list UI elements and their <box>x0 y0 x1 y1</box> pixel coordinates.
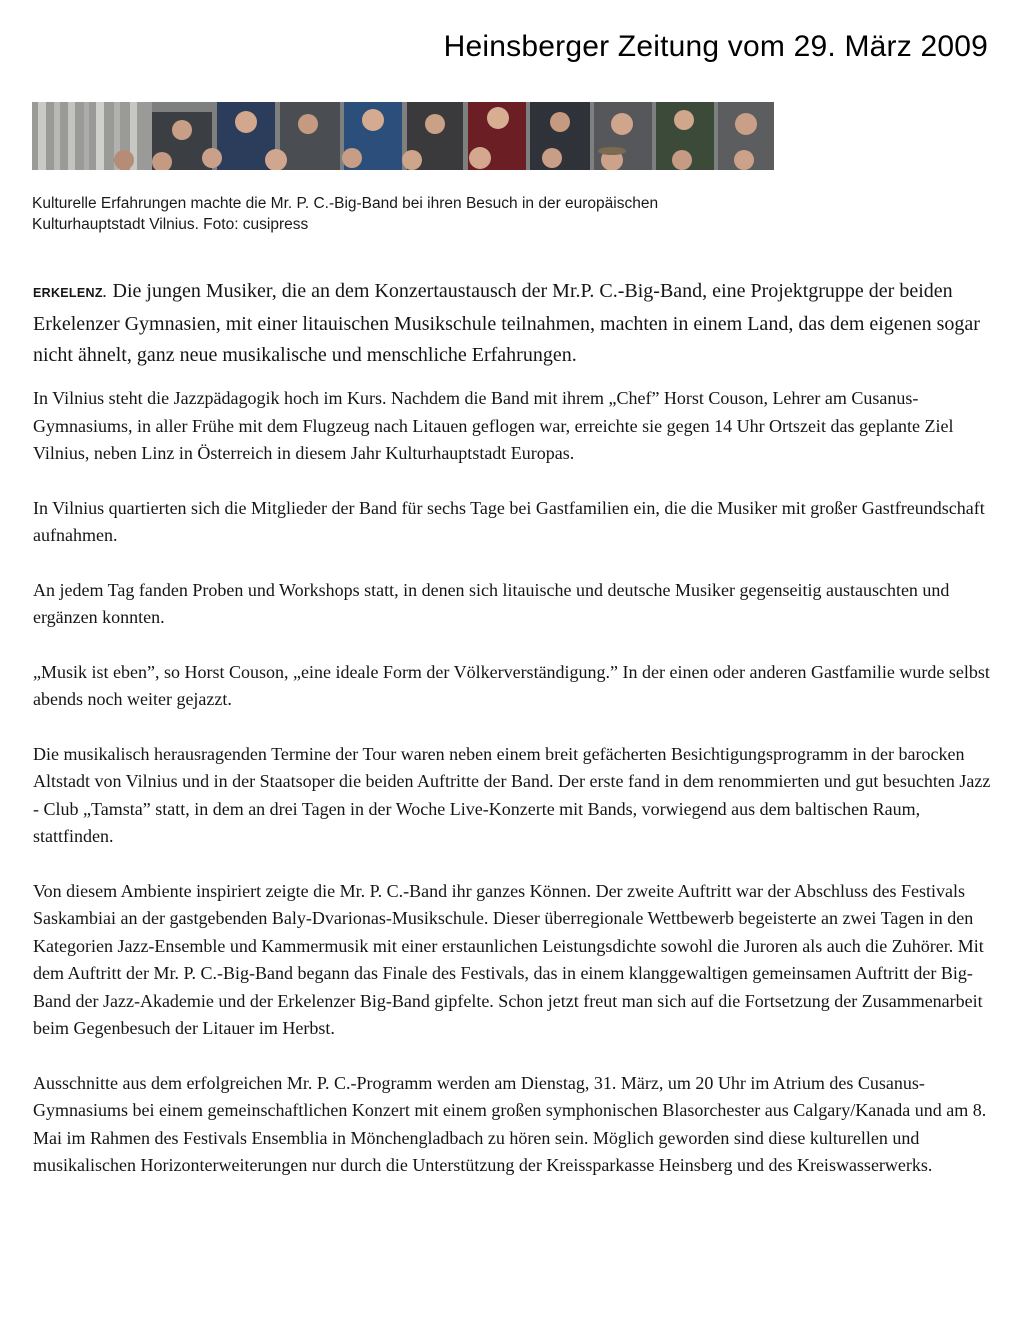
photo-caption <box>32 193 792 235</box>
article-body <box>33 276 993 1207</box>
band-group-photo <box>32 102 774 170</box>
newspaper-masthead: Heinsberger Zeitung vom 29. März 2009 <box>443 30 988 63</box>
paragraph: An jedem Tag fanden Proben und Workshops statt, in denen sich litauische und deutsche Musiker gegenseitig austauschten und ergänzen konnten. <box>33 579 950 627</box>
paragraph: Von diesem Ambiente inspiriert zeigte die Mr. P. C.-Band ihr ganzes Können. Der zweite Auftritt war der Abschluss des Festivals Saskambiai an der gastgebenden Baly-Dvarionas-Musikschule. Dieser überregionale Wettbewerb begeisterte an zwei Tagen in den Kategorien Jazz-Ensemble und Kammermusik mit einer erstaunlichen Leistungsdichte sowohl die Juroren als auch die Zuhörer. Mit dem Auftritt der Mr. P. C.-Big-Band begann das Finale des Festivals, das in einem klanggewaltigen gemeinsamen Auftritt der Big-Band der Jazz-Akademie und der Erkelenzer Big-Band gipfelte. Schon jetzt freut man sich auf die Fortsetzung der Zusammenarbeit beim Gegenbesuch der Litauer im Herbst. <box>33 880 984 1038</box>
paragraph: In Vilnius quartierten sich die Mitglieder der Band für sechs Tage bei Gastfamilien ein, die die Musiker mit großer Gastfreundschaft aufnahmen. <box>33 497 985 545</box>
caption-line-2: Kulturhauptstadt Vilnius. Foto: cusipress <box>32 216 309 233</box>
lead-text: Die jungen Musiker, die an dem Konzertaustausch der Mr.P. C.-Big-Band, eine Projektgruppe der beiden Erkelenzer Gymnasien, mit einer litauischen Musikschule teilnahmen, machten in einem Land, das dem eigenen sogar nicht ähnelt, ganz neue musikalische und menschliche Erfahrungen. <box>33 280 980 366</box>
paragraph: „Musik ist eben”, so Horst Couson, „eine ideale Form der Völkerverständigung.” In der einen oder anderen Gastfamilie wurde selbst abends noch weiter gejazzt. <box>33 661 990 709</box>
caption-line-1: Kulturelle Erfahrungen machte die Mr. P. C.-Big-Band bei ihren Besuch in der europäischen <box>32 195 659 212</box>
dateline: ERKELENZ. <box>33 286 107 300</box>
paragraph: In Vilnius steht die Jazzpädagogik hoch im Kurs. Nachdem die Band mit ihrem „Chef” Horst Couson, Lehrer am Cusanus-Gymnasiums, in aller Frühe mit dem Flugzeug nach Litauen geflogen war, erreichte sie gegen 14 Uhr Ortszeit das geplante Ziel Vilnius, neben Linz in Österreich in diesem Jahr Kulturhauptstadt Europas. <box>33 388 954 463</box>
paragraph: Ausschnitte aus dem erfolgreichen Mr. P. C.-Programm werden am Dienstag, 31. März, um 20 Uhr im Atrium des Cusanus-Gymnasiums bei einem gemeinschaftlichen Konzert mit einem großen symphonischen Blasorchester aus Calgary/Kanada und am 8. Mai im Rahmen des Festivals Ensemblia in Mönchengladbach zu hören sein. Möglich geworden sind diese kulturellen und musikalischen Horizonterweiterungen nur durch die Unterstützung der Kreissparkasse Heinsberg und des Kreiswasserwerks. <box>33 1072 987 1175</box>
lead-paragraph <box>33 276 993 371</box>
paragraph: Die musikalisch herausragenden Termine der Tour waren neben einem breit gefächerten Besichtigungsprogramm in der barocken Altstadt von Vilnius und in der Staatsoper die beiden Auftritte der Band. Der erste fand in dem renommierten und gut besuchten Jazz - Club „Tamsta” statt, in dem an drei Tagen in der Woche Live-Konzerte mit Bands, vorwiegend aus dem baltischen Raum, stattfinden. <box>33 743 991 846</box>
